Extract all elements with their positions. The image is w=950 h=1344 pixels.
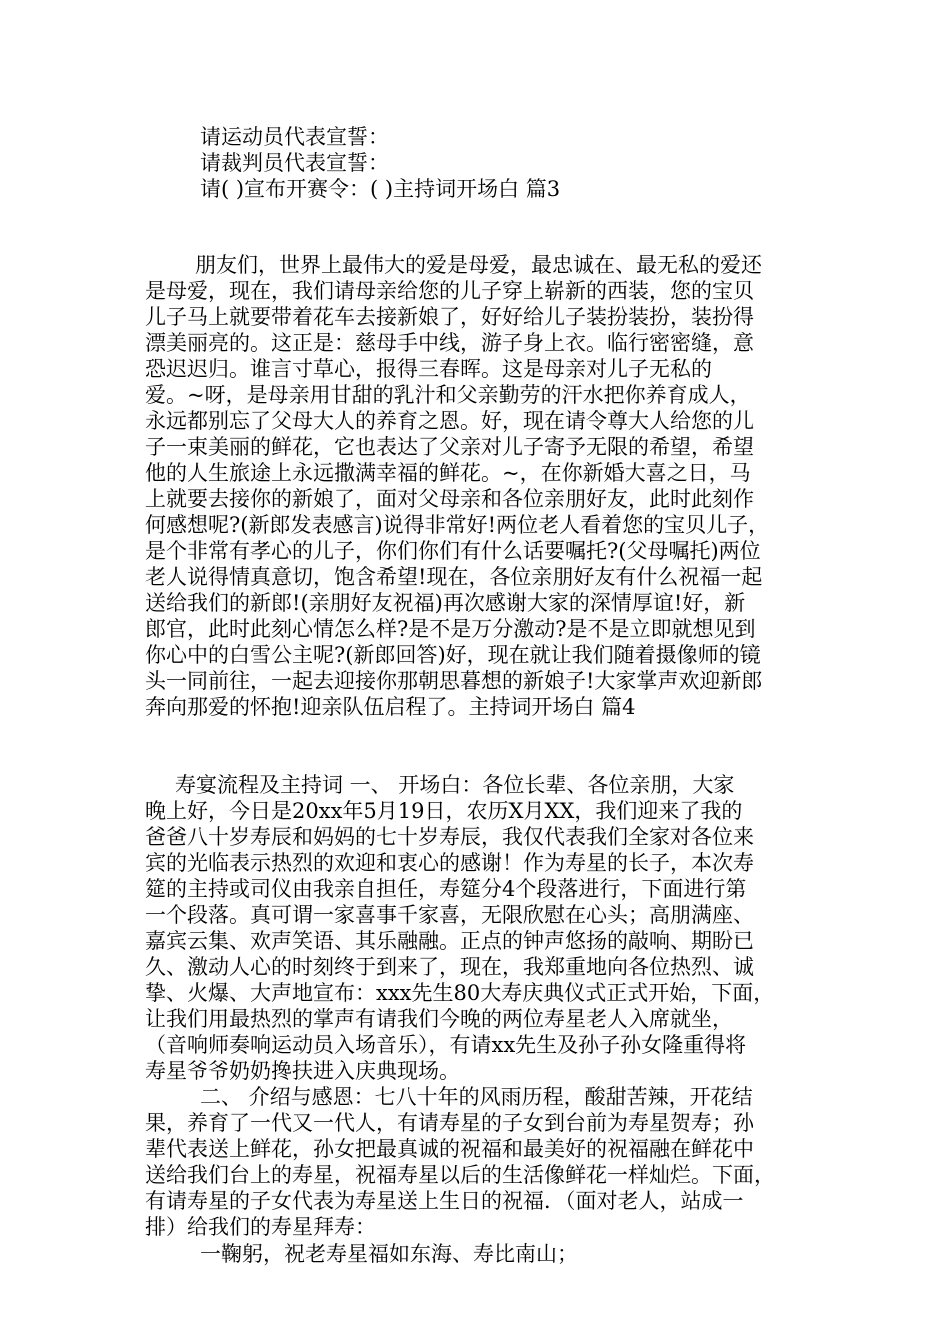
- paragraph-line: 他的人生旅途上永远撒满幸福的鲜花。~，在你新婚大喜之日，马: [145, 461, 751, 485]
- paragraph-line: 一个段落。真可谓一家喜事千家喜，无限欣慰在心头；高朋满座、: [145, 903, 754, 927]
- intro-line: 请运动员代表宣誓：: [200, 125, 389, 149]
- paragraph-line: 上就要去接你的新娘了，面对父母亲和各位亲朋好友，此时此刻作: [145, 487, 754, 511]
- paragraph-line: 排）给我们的寿星拜寿：: [145, 1215, 376, 1239]
- paragraph-line: 你心中的白雪公主呢?(新郎回答)好，现在就让我们随着摄像师的镜: [145, 643, 761, 667]
- paragraph-line: 果，养育了一代又一代人，有请寿星的子女到台前为寿星贺寿；孙: [145, 1111, 754, 1135]
- paragraph-line: 朋友们，世界上最伟大的爱是母爱，最忠诚在、最无私的爱还: [195, 253, 762, 277]
- paragraph-line: 老人说得情真意切，饱含希望!现在，各位亲朋好友有什么祝福一起: [145, 565, 763, 589]
- paragraph-line: 永远都别忘了父母大人的养育之恩。好，现在请令尊大人给您的儿: [145, 409, 754, 433]
- paragraph-line: 让我们用最热烈的掌声有请我们今晚的两位寿星老人入席就坐，: [145, 1007, 733, 1031]
- paragraph-line: 何感想呢?(新郎发表感言)说得非常好!两位老人看着您的宝贝儿子，: [145, 513, 770, 537]
- paragraph-line: 爸爸八十岁寿辰和妈妈的七十岁寿辰，我仅代表我们全家对各位来: [145, 825, 754, 849]
- paragraph-line: 子一束美丽的鲜花，它也表达了父亲对儿子寄予无限的希望，希望: [145, 435, 754, 459]
- paragraph-line: 奔向那爱的怀抱!迎亲队伍启程了。主持词开场白 篇4: [145, 695, 636, 719]
- paragraph-line: 郎官，此时此刻心情怎么样?是不是万分激动?是不是立即就想见到: [145, 617, 756, 641]
- paragraph-line: （音响师奏响运动员入场音乐），有请xx先生及孙子孙女隆重得将: [145, 1033, 747, 1057]
- paragraph-line: 有请寿星的子女代表为寿星送上生日的祝福．（面对老人，站成一: [145, 1189, 744, 1213]
- paragraph-line: 儿子马上就要带着花车去接新娘了，好好给儿子装扮装扮，装扮得: [145, 305, 754, 329]
- paragraph-line: 恐迟迟归。谁言寸草心，报得三春晖。这是母亲对儿子无私的: [145, 357, 712, 381]
- paragraph-line: 漂美丽亮的。这正是：慈母手中线，游子身上衣。临行密密缝，意: [145, 331, 754, 355]
- paragraph-line: 寿星爷爷奶奶搀扶进入庆典现场。: [145, 1059, 460, 1083]
- paragraph-line: 辈代表送上鲜花，孙女把最真诚的祝福和最美好的祝福融在鲜花中: [145, 1137, 754, 1161]
- intro-line: 请裁判员代表宣誓：: [200, 151, 389, 175]
- paragraph-line: 头一同前往，一起去迎接你那朝思暮想的新娘子!大家掌声欢迎新郎: [145, 669, 763, 693]
- paragraph-line: 送给我们的新郎!(亲朋好友祝福)再次感谢大家的深情厚谊!好，新: [145, 591, 746, 615]
- paragraph-line: 送给我们台上的寿星，祝福寿星以后的生活像鲜花一样灿烂。下面，: [145, 1163, 775, 1187]
- paragraph-line: 筵的主持或司仪由我亲自担任，寿筵分4个段落进行，下面进行第: [145, 877, 747, 901]
- paragraph-line: 寿宴流程及主持词 一、 开场白：各位长辈、各位亲朋，大家: [175, 773, 735, 797]
- paragraph-line: 宾的光临表示热烈的欢迎和衷心的感谢！作为寿星的长子，本次寿: [145, 851, 754, 875]
- paragraph-line: 是个非常有孝心的儿子，你们你们有什么话要嘱托?(父母嘱托)两位: [145, 539, 761, 563]
- paragraph-line: 久、激动人心的时刻终于到来了，现在，我郑重地向各位热烈、诚: [145, 955, 754, 979]
- paragraph-line: 挚、火爆、大声地宣布：xxx先生80大寿庆典仪式正式开始，下面，: [145, 981, 775, 1005]
- paragraph-line: 嘉宾云集、欢声笑语、其乐融融。正点的钟声悠扬的敲响、期盼已: [145, 929, 754, 953]
- paragraph-line: 爱。~呀，是母亲用甘甜的乳汁和父亲勤劳的汗水把你养育成人，: [145, 383, 751, 407]
- paragraph-line: 二、 介绍与感恩：七八十年的风雨历程，酸甜苦辣，开花结: [200, 1085, 753, 1109]
- paragraph-line: 晚上好，今日是20xx年5月19日，农历X月XX，我们迎来了我的: [145, 799, 743, 823]
- paragraph-line: 一鞠躬，祝老寿星福如东海、寿比南山；: [200, 1242, 578, 1266]
- intro-line: 请( )宣布开赛令：( )主持词开场白 篇3: [200, 177, 561, 201]
- paragraph-line: 是母爱，现在，我们请母亲给您的儿子穿上崭新的西装，您的宝贝: [145, 279, 754, 303]
